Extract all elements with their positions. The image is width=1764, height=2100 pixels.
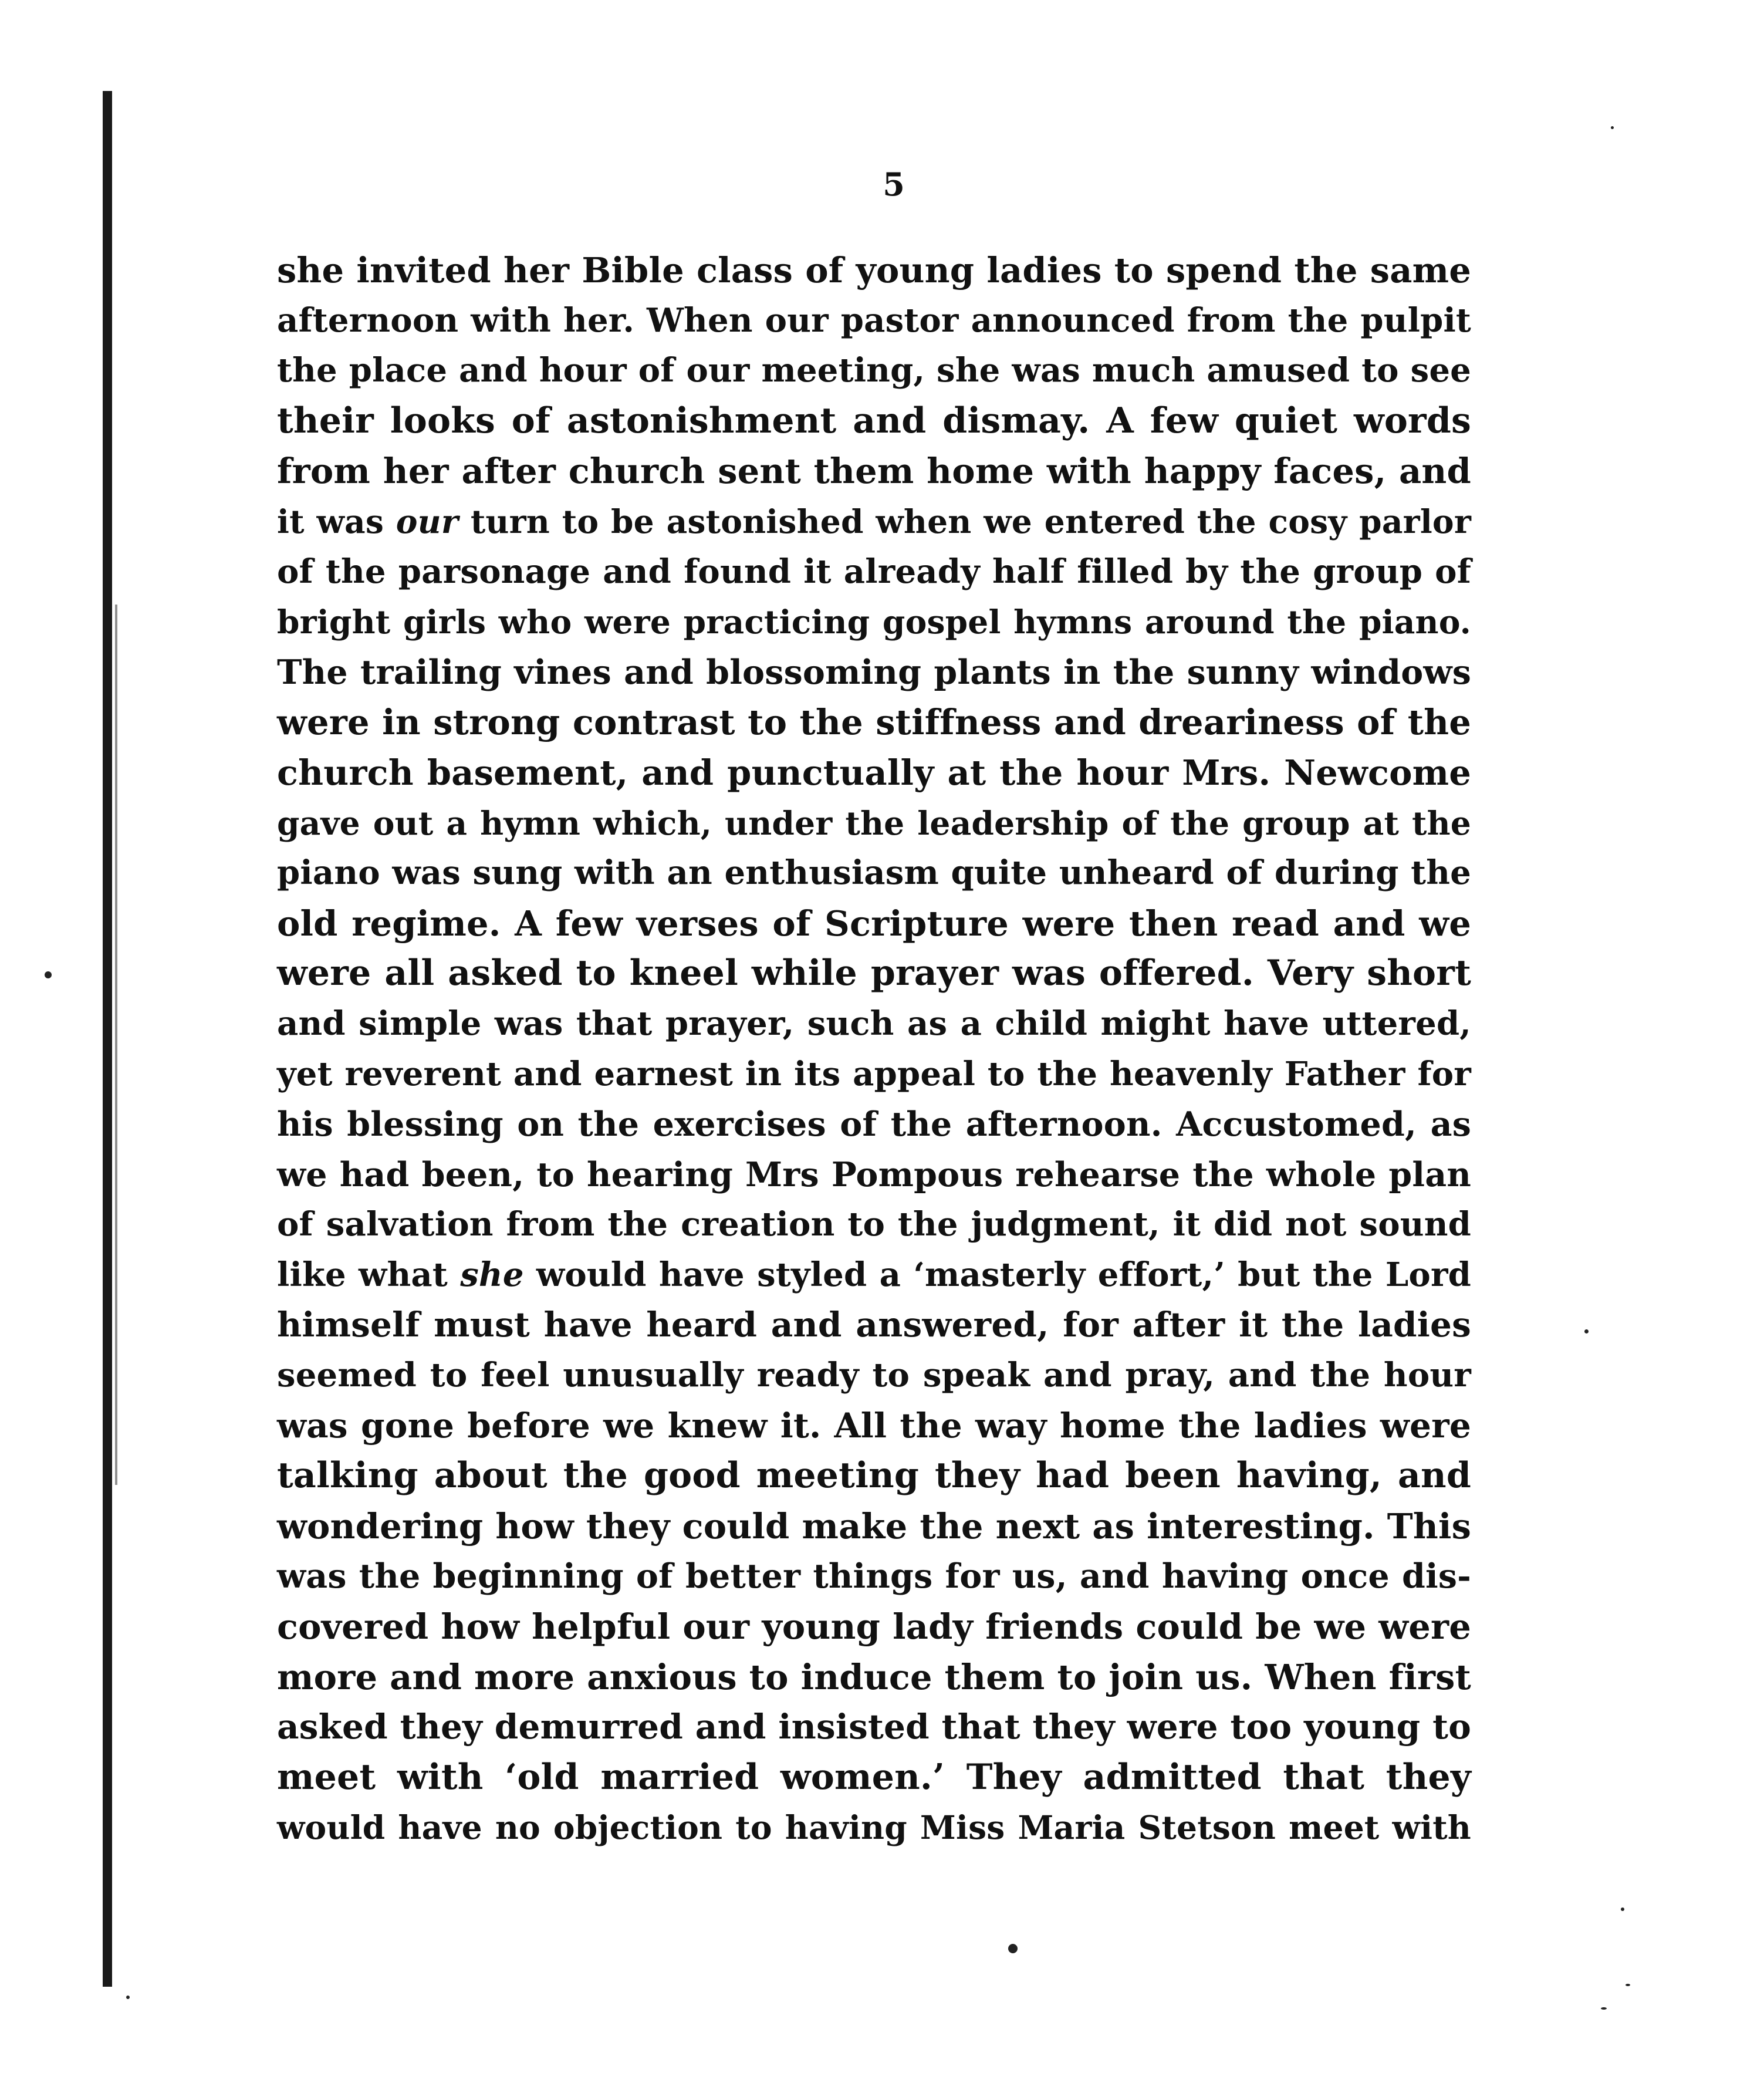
text-line: talking about the good meeting they had been having, and	[277, 1455, 1471, 1497]
text-line: church basement, and punctually at the hour Mrs. Newcome	[277, 752, 1471, 793]
text-line: gave out a hymn which, under the leadership of the group at the	[277, 803, 1471, 842]
text-line: old regime. A few verses of Scripture were then read and we	[277, 903, 1471, 944]
text-line: were in strong contrast to the stiffness and dreariness of the	[277, 702, 1471, 743]
text-line: wondering how they could make the next as interesting. This	[277, 1505, 1471, 1547]
ink-speck	[1584, 1329, 1589, 1333]
ink-speck	[1621, 1907, 1624, 1911]
ink-speck	[1601, 2007, 1607, 2010]
body-text	[277, 245, 1471, 1853]
ink-speck	[45, 971, 52, 978]
text-line: yet reverent and earnest in its appeal to the heavenly Father for	[277, 1054, 1471, 1093]
text-line: covered how helpful our young lady friends could be we were	[277, 1606, 1471, 1647]
text-line: himself must have heard and answered, for after it the ladies	[277, 1305, 1471, 1345]
text-line: would have no objection to having Miss Maria Stetson meet with	[277, 1808, 1471, 1847]
ink-speck	[1626, 1984, 1630, 1986]
text-line: his blessing on the exercises of the afternoon. Accustomed, as	[277, 1105, 1471, 1144]
text-line: afternoon with her. When our pastor announced from the pulpit	[277, 301, 1471, 340]
text-line: we had been, to hearing Mrs Pompous rehearse the whole plan	[277, 1154, 1471, 1194]
text-line: it was our turn to be astonished when we entered the cosy parlor	[277, 502, 1471, 541]
text-line: more and more anxious to induce them to join us. When first	[277, 1656, 1471, 1697]
ink-speck	[1611, 126, 1614, 129]
text-line: asked they demurred and insisted that they were too young to	[277, 1707, 1471, 1747]
text-line: meet with ‘old married women.’ They admitted that they	[277, 1756, 1471, 1798]
text-line: the place and hour of our meeting, she was much amused to see	[277, 351, 1471, 390]
binding-edge-line	[115, 605, 117, 1485]
text-line: like what she would have styled a ‘masterly effort,’ but the Lord	[277, 1255, 1472, 1294]
text-line: bright girls who were practicing gospel hymns around the piano.	[277, 603, 1471, 642]
text-line: and simple was that prayer, such as a child might have uttered,	[277, 1004, 1471, 1043]
text-line: was gone before we knew it. All the way home the ladies were	[277, 1405, 1471, 1446]
text-line: piano was sung with an enthusiasm quite unheard of during the	[277, 853, 1471, 893]
text-line: The trailing vines and blossoming plants in the sunny windows	[277, 652, 1471, 692]
text-line: their looks of astonishment and dismay. A few quiet words	[277, 400, 1471, 441]
text-line: she invited her Bible class of young ladies to spend the same	[277, 250, 1471, 291]
page-number: 5	[883, 166, 905, 203]
text-line: from her after church sent them home with happy faces, and	[277, 451, 1471, 492]
ink-speck	[126, 1996, 130, 1999]
text-line: were all asked to kneel while prayer was offered. Very short	[277, 953, 1471, 994]
text-line: was the beginning of better things for us, and having once dis-	[277, 1557, 1471, 1596]
binding-edge-shadow	[103, 91, 112, 1987]
ink-speck	[1008, 1944, 1018, 1953]
text-line: of salvation from the creation to the judgment, it did not sound	[277, 1205, 1471, 1244]
text-line: of the parsonage and found it already half filled by the group of	[277, 552, 1471, 591]
text-line: seemed to feel unusually ready to speak and pray, and the hour	[277, 1356, 1471, 1395]
